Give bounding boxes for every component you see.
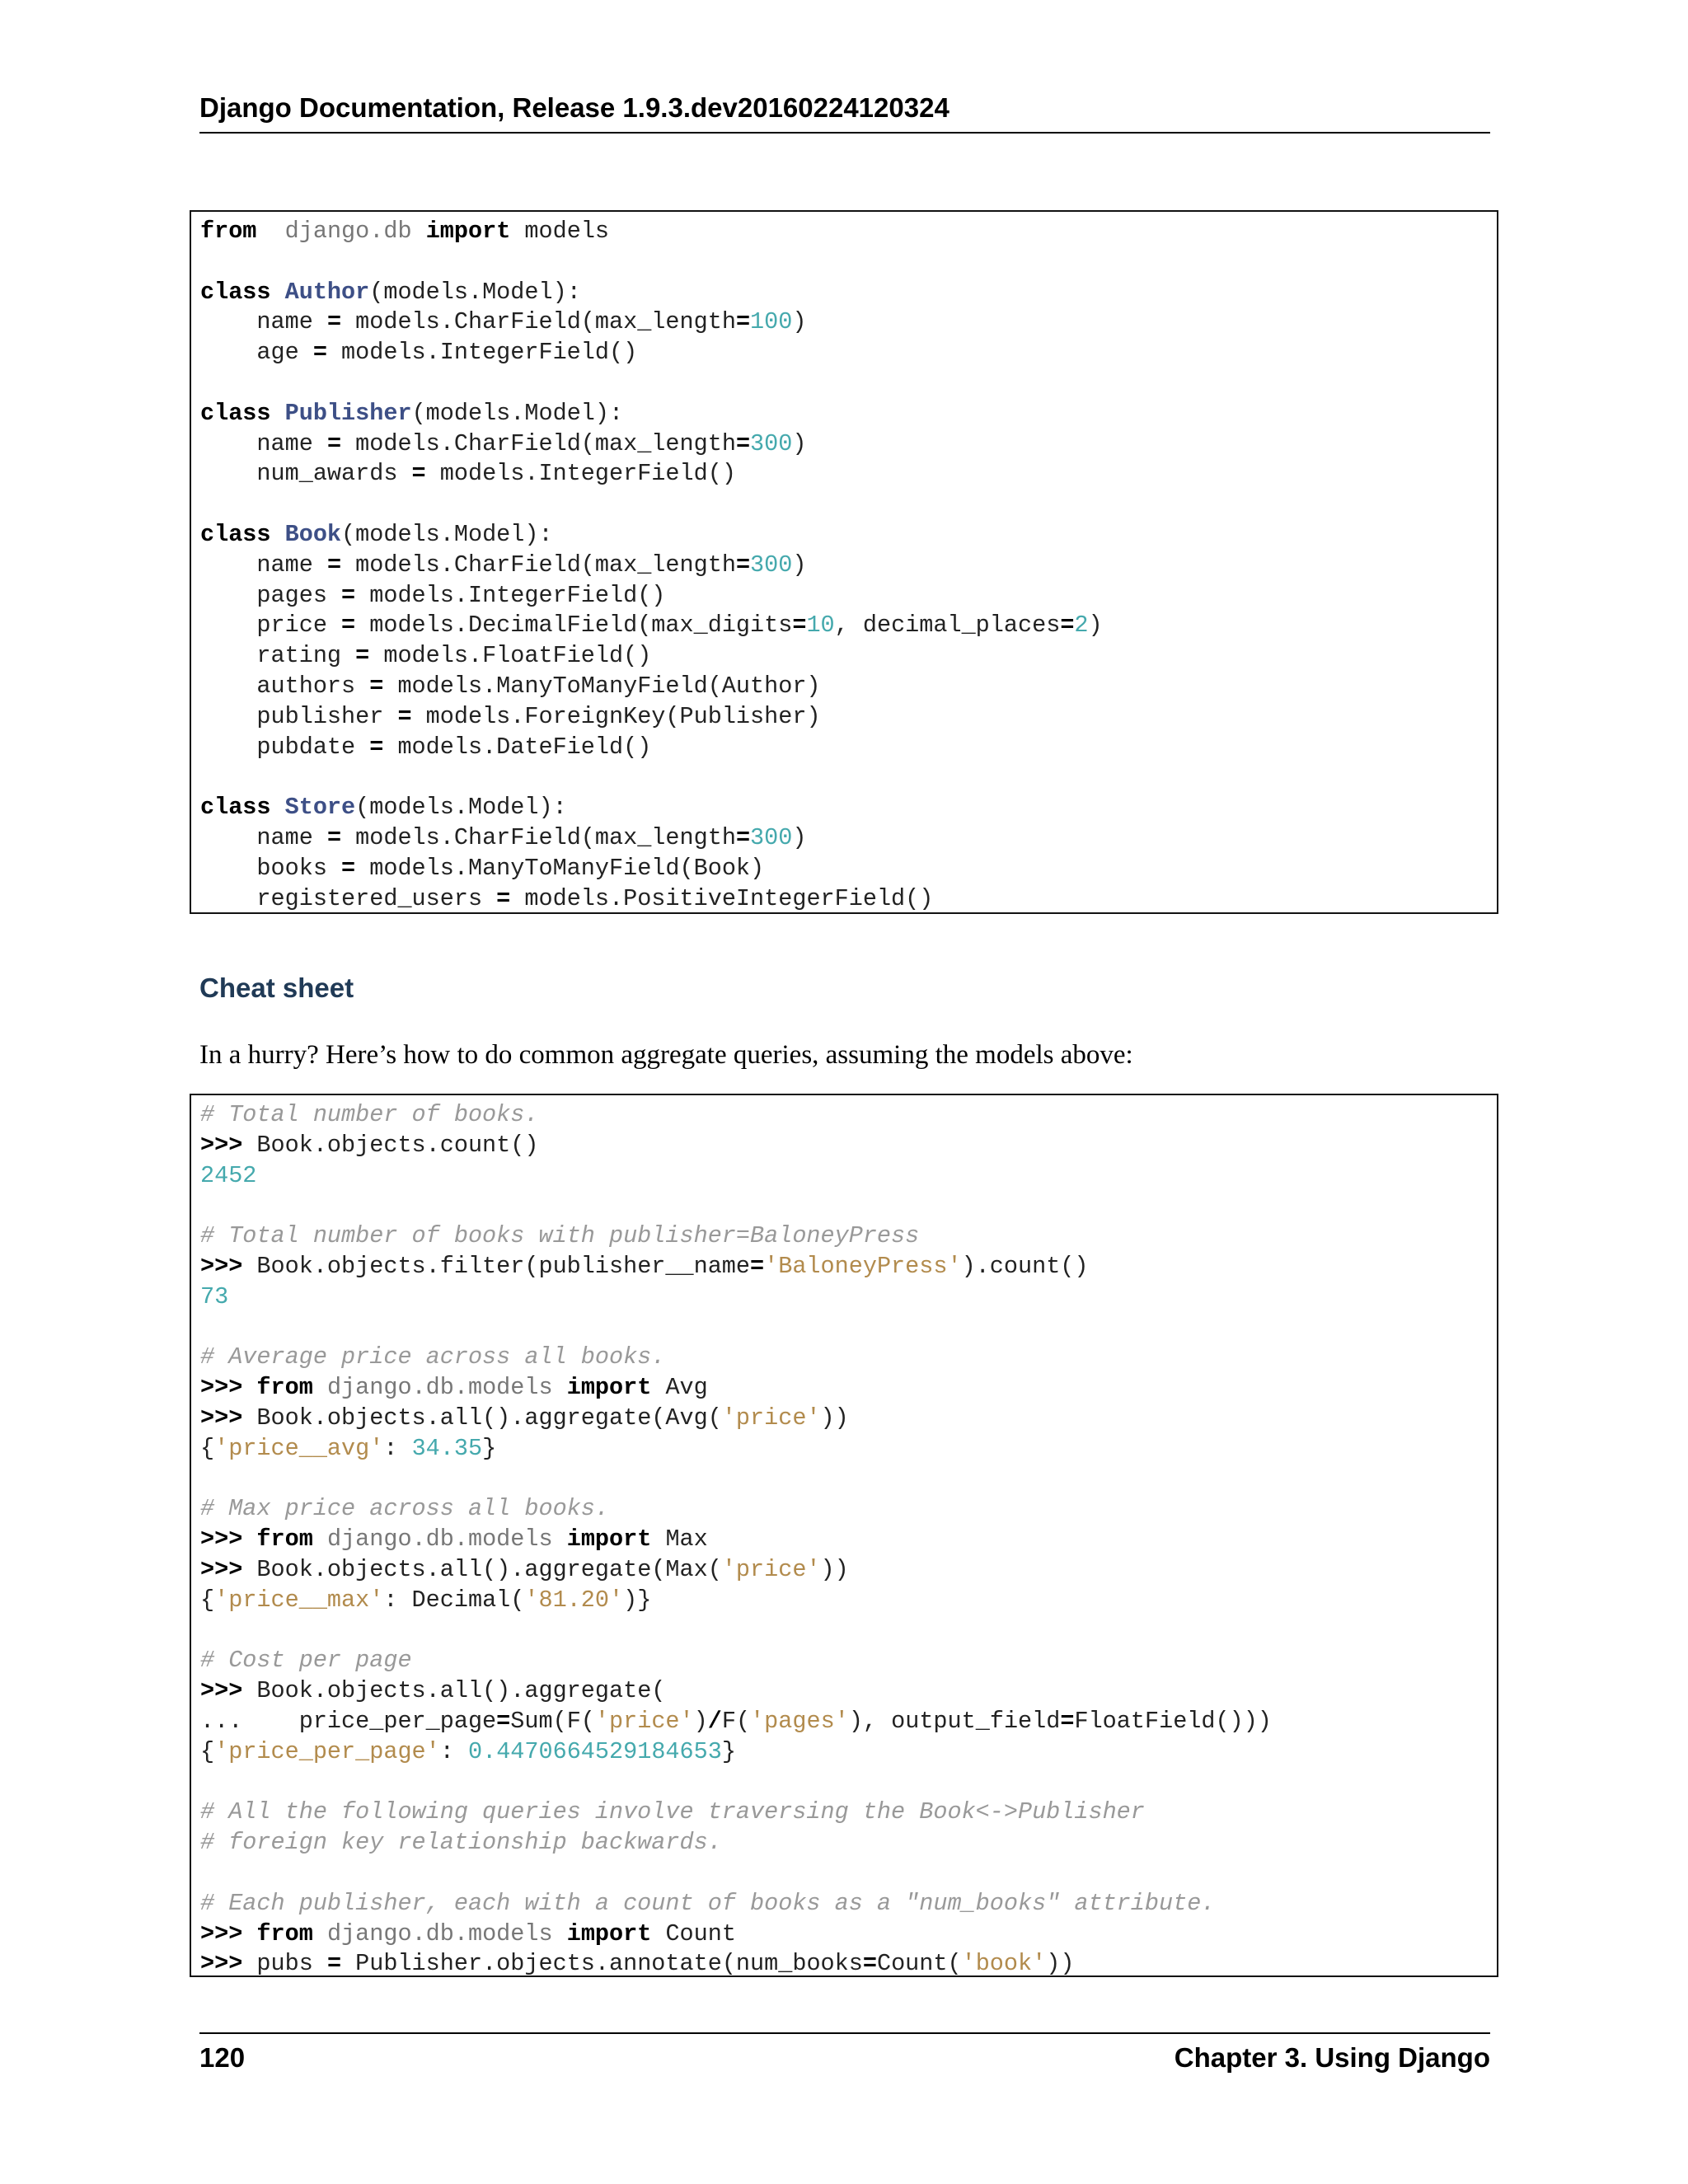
code-token: name: [200, 308, 327, 336]
code-token: =: [369, 672, 384, 700]
code-line: [200, 1131, 1497, 1161]
footer-rule: [199, 2032, 1490, 2034]
page-number: 120: [199, 2042, 246, 2073]
code-line: [200, 884, 1497, 915]
code-line: [200, 672, 1497, 702]
code-token: 'book': [961, 1950, 1047, 1978]
code-token: =: [341, 854, 356, 882]
code-token: models.CharField(max_length: [341, 429, 736, 457]
code-line: [200, 1404, 1497, 1434]
code-token: 'BaloneyPress': [764, 1252, 962, 1280]
code-token: =: [750, 1252, 765, 1280]
code-line: [200, 278, 1497, 308]
code-token: [242, 1920, 256, 1947]
code-token: # Cost per page: [200, 1647, 412, 1675]
code-line: [200, 1858, 1497, 1889]
code-token: pubdate: [200, 733, 370, 761]
code-line: [200, 1494, 1497, 1525]
code-token: =: [326, 823, 342, 851]
code-token: publisher: [200, 702, 398, 730]
code-block-cheat-sheet: [190, 1094, 1498, 1977]
code-token: # Average price across all books.: [200, 1343, 666, 1371]
code-line: [200, 611, 1497, 641]
code-token: }: [482, 1434, 497, 1462]
code-line: [200, 307, 1497, 338]
code-line: [200, 793, 1497, 823]
code-line: [200, 823, 1497, 854]
code-token: price: [200, 612, 342, 640]
code-line: [200, 1343, 1497, 1373]
code-token: >>>: [200, 1950, 243, 1978]
code-token: [313, 1374, 327, 1401]
code-token: # Each publisher, each with a count of books as a "num_books" attribute.: [200, 1889, 1216, 1917]
code-line: [200, 1100, 1497, 1131]
code-token: '81.20': [524, 1586, 624, 1614]
code-token: [242, 1526, 256, 1553]
code-token: >>>: [200, 1252, 243, 1280]
code-token: # foreign key relationship backwards.: [200, 1829, 722, 1857]
code-token: =: [792, 612, 807, 640]
code-token: =: [312, 339, 327, 367]
code-token: >>>: [200, 1919, 243, 1947]
code-token: 34.35: [411, 1434, 483, 1462]
code-token: models.IntegerField(): [425, 460, 736, 488]
code-token: (models.Model):: [355, 794, 567, 822]
code-token: django.db.models: [326, 1526, 553, 1554]
code-token: # Total number of books with publisher=BaloneyPress: [200, 1222, 920, 1250]
code-token: 'price__max': [214, 1586, 384, 1614]
chapter-title: Chapter 3. Using Django: [1174, 2042, 1490, 2073]
code-block-models: [190, 210, 1498, 914]
code-token: class: [200, 520, 271, 548]
code-token: Author: [284, 278, 370, 306]
code-token: =: [341, 612, 356, 640]
code-line: [200, 1707, 1497, 1737]
code-token: from: [256, 1374, 313, 1402]
code-token: models.IntegerField(): [355, 581, 666, 609]
code-line: [200, 490, 1497, 520]
code-line: [200, 520, 1497, 551]
code-token: >>>: [200, 1404, 243, 1432]
code-token: 2452: [200, 1161, 257, 1189]
code-line: [200, 641, 1497, 672]
code-token: Store: [284, 794, 356, 822]
code-token: [553, 1526, 567, 1553]
code-line: [200, 1434, 1497, 1465]
code-token: Book.objects.count(): [242, 1131, 539, 1159]
code-token: Book.objects.all().aggregate(: [242, 1677, 666, 1705]
code-line: [200, 1919, 1497, 1950]
code-token: =: [326, 308, 342, 336]
code-token: , decimal_places: [834, 612, 1061, 640]
code-token: =: [735, 551, 751, 579]
code-line: [200, 1252, 1497, 1282]
code-token: {: [200, 1586, 215, 1614]
code-token: Max: [651, 1526, 708, 1554]
code-token: FloatField())): [1074, 1707, 1272, 1735]
code-token: }: [721, 1737, 736, 1765]
code-token: [412, 218, 426, 245]
code-token: {: [200, 1737, 215, 1765]
code-token: ): [792, 429, 807, 457]
section-title: Cheat sheet: [199, 972, 354, 1003]
code-token: models.DecimalField(max_digits: [355, 612, 793, 640]
code-token: rating: [200, 642, 356, 670]
code-token: :: [439, 1737, 468, 1765]
code-token: 300: [750, 551, 793, 579]
code-token: =: [326, 551, 342, 579]
code-token: [553, 1374, 567, 1401]
code-line: [200, 1646, 1497, 1676]
code-token: Publisher: [284, 399, 412, 427]
code-token: django.db.models: [326, 1919, 553, 1947]
code-token: =: [496, 884, 511, 912]
code-line: [200, 551, 1497, 581]
code-token: models.ForeignKey(Publisher): [411, 702, 821, 730]
code-line: [200, 702, 1497, 733]
code-token: (models.Model):: [411, 399, 624, 427]
code-token: =: [326, 1950, 342, 1978]
code-token: Book.objects.all().aggregate(Max(: [242, 1555, 722, 1583]
code-line: [200, 1737, 1497, 1768]
code-token: authors: [200, 672, 370, 700]
code-line: [200, 854, 1497, 884]
code-token: [256, 218, 284, 245]
code-token: [313, 1526, 327, 1553]
code-token: =: [735, 823, 751, 851]
code-line: [200, 1373, 1497, 1404]
code-token: =: [496, 1707, 511, 1735]
code-line: [200, 762, 1497, 793]
code-line: [200, 1586, 1497, 1616]
code-line: [200, 247, 1497, 278]
code-token: =: [411, 460, 426, 488]
code-token: >>>: [200, 1677, 243, 1705]
code-token: [271, 794, 285, 821]
code-token: 'price': [594, 1707, 694, 1735]
code-token: [271, 400, 285, 427]
code-token: class: [200, 794, 271, 822]
code-token: 'price': [721, 1404, 821, 1432]
code-line: [200, 1797, 1497, 1828]
code-token: django.db: [284, 218, 412, 245]
code-line: [200, 399, 1497, 429]
code-token: from: [256, 1919, 313, 1947]
code-token: ): [1088, 612, 1103, 640]
code-token: models.ManyToManyField(Author): [383, 672, 821, 700]
code-token: =: [326, 429, 342, 457]
code-token: =: [735, 308, 751, 336]
code-token: 300: [750, 429, 793, 457]
code-token: django.db.models: [326, 1374, 553, 1402]
code-token: Count: [651, 1919, 736, 1947]
code-token: models.CharField(max_length: [341, 551, 736, 579]
code-token: models: [510, 218, 610, 245]
code-token: pubs: [242, 1950, 327, 1978]
code-line: [200, 1768, 1497, 1798]
code-token: Avg: [651, 1374, 708, 1402]
code-token: ): [792, 551, 807, 579]
code-line: [200, 1525, 1497, 1555]
code-token: >>>: [200, 1131, 243, 1159]
code-token: import: [566, 1526, 652, 1554]
code-line: [200, 1161, 1497, 1192]
code-token: import: [566, 1374, 652, 1402]
code-token: 73: [200, 1282, 229, 1310]
code-token: )}: [623, 1586, 652, 1614]
code-token: import: [566, 1919, 652, 1947]
code-token: Count(: [876, 1950, 962, 1978]
code-token: 0.4470664529184653: [467, 1737, 722, 1765]
code-token: =: [735, 429, 751, 457]
page-header: Django Documentation, Release 1.9.3.dev20160224120324: [199, 92, 1490, 134]
code-token: >>>: [200, 1374, 243, 1402]
code-token: num_awards: [200, 460, 412, 488]
code-token: models.DateField(): [383, 733, 652, 761]
code-line: [200, 1191, 1497, 1221]
code-token: 'price': [721, 1555, 821, 1583]
code-token: >>>: [200, 1555, 243, 1583]
code-token: ... price_per_page: [200, 1707, 497, 1735]
code-token: 100: [750, 308, 793, 336]
code-token: ): [693, 1707, 708, 1735]
code-token: Book: [284, 520, 342, 548]
code-token: ).count(): [961, 1252, 1089, 1280]
code-line: [200, 1616, 1497, 1647]
code-line: [200, 1949, 1497, 1980]
code-token: 'price__avg': [214, 1434, 384, 1462]
code-token: name: [200, 551, 327, 579]
code-token: from: [200, 218, 257, 245]
code-token: class: [200, 399, 271, 427]
code-token: )): [820, 1555, 849, 1583]
code-token: 'pages': [750, 1707, 849, 1735]
code-token: =: [397, 702, 412, 730]
code-line: [200, 338, 1497, 368]
code-token: class: [200, 278, 271, 306]
code-token: Book.objects.filter(publisher__name: [242, 1252, 751, 1280]
code-token: )): [820, 1404, 849, 1432]
code-token: models.ManyToManyField(Book): [355, 854, 765, 882]
code-token: pages: [200, 581, 342, 609]
code-line: [200, 1676, 1497, 1707]
code-line: [200, 368, 1497, 399]
code-token: Publisher.objects.annotate(num_books: [341, 1950, 863, 1978]
code-token: models.CharField(max_length: [341, 308, 736, 336]
code-token: Sum(F(: [510, 1707, 595, 1735]
code-token: )): [1046, 1950, 1075, 1978]
code-token: # All the following queries involve traversing the Book<->Publisher: [200, 1798, 1145, 1826]
code-line: [200, 459, 1497, 490]
code-token: =: [1060, 612, 1075, 640]
code-line: [200, 581, 1497, 612]
code-token: >>>: [200, 1526, 243, 1554]
code-token: Book.objects.all().aggregate(Avg(: [242, 1404, 722, 1432]
code-token: ): [792, 823, 807, 851]
code-token: # Max price across all books.: [200, 1495, 609, 1523]
code-token: =: [1060, 1707, 1075, 1735]
code-token: =: [369, 733, 384, 761]
code-line: [200, 1828, 1497, 1858]
code-token: [313, 1920, 327, 1947]
code-token: import: [425, 218, 511, 245]
code-token: =: [355, 642, 370, 670]
code-line: [200, 1465, 1497, 1495]
code-line: [200, 429, 1497, 460]
code-token: name: [200, 823, 327, 851]
code-token: 10: [806, 612, 835, 640]
code-token: 2: [1074, 612, 1089, 640]
code-token: registered_users: [200, 884, 497, 912]
code-token: ), output_field: [848, 1707, 1061, 1735]
code-token: =: [862, 1950, 877, 1978]
code-token: (models.Model):: [341, 520, 553, 548]
code-token: F(: [721, 1707, 751, 1735]
code-token: name: [200, 429, 327, 457]
code-token: (models.Model):: [369, 278, 581, 306]
code-token: {: [200, 1434, 215, 1462]
intro-paragraph: In a hurry? Here’s how to do common aggregate queries, assuming the models above:: [199, 1040, 1133, 1070]
code-token: # Total number of books.: [200, 1101, 539, 1128]
code-line: [200, 1282, 1497, 1313]
code-line: [200, 1889, 1497, 1919]
code-token: [553, 1920, 567, 1947]
code-line: [200, 217, 1497, 247]
code-token: : Decimal(: [383, 1586, 525, 1614]
code-line: [200, 1313, 1497, 1343]
code-line: [200, 1221, 1497, 1252]
code-token: books: [200, 854, 342, 882]
code-token: [271, 521, 285, 548]
code-token: 'price_per_page': [214, 1737, 440, 1765]
code-line: [200, 733, 1497, 763]
code-token: [242, 1374, 256, 1401]
code-token: from: [256, 1526, 313, 1554]
code-token: [271, 279, 285, 306]
code-token: :: [383, 1434, 412, 1462]
code-token: models.PositiveIntegerField(): [510, 884, 934, 912]
code-token: ): [792, 308, 807, 336]
code-token: models.IntegerField(): [326, 339, 638, 367]
code-token: /: [707, 1707, 722, 1735]
code-token: models.FloatField(): [369, 642, 652, 670]
code-line: [200, 1555, 1497, 1586]
code-token: 300: [750, 823, 793, 851]
code-token: models.CharField(max_length: [341, 823, 736, 851]
code-token: age: [200, 339, 313, 367]
code-token: =: [341, 581, 356, 609]
